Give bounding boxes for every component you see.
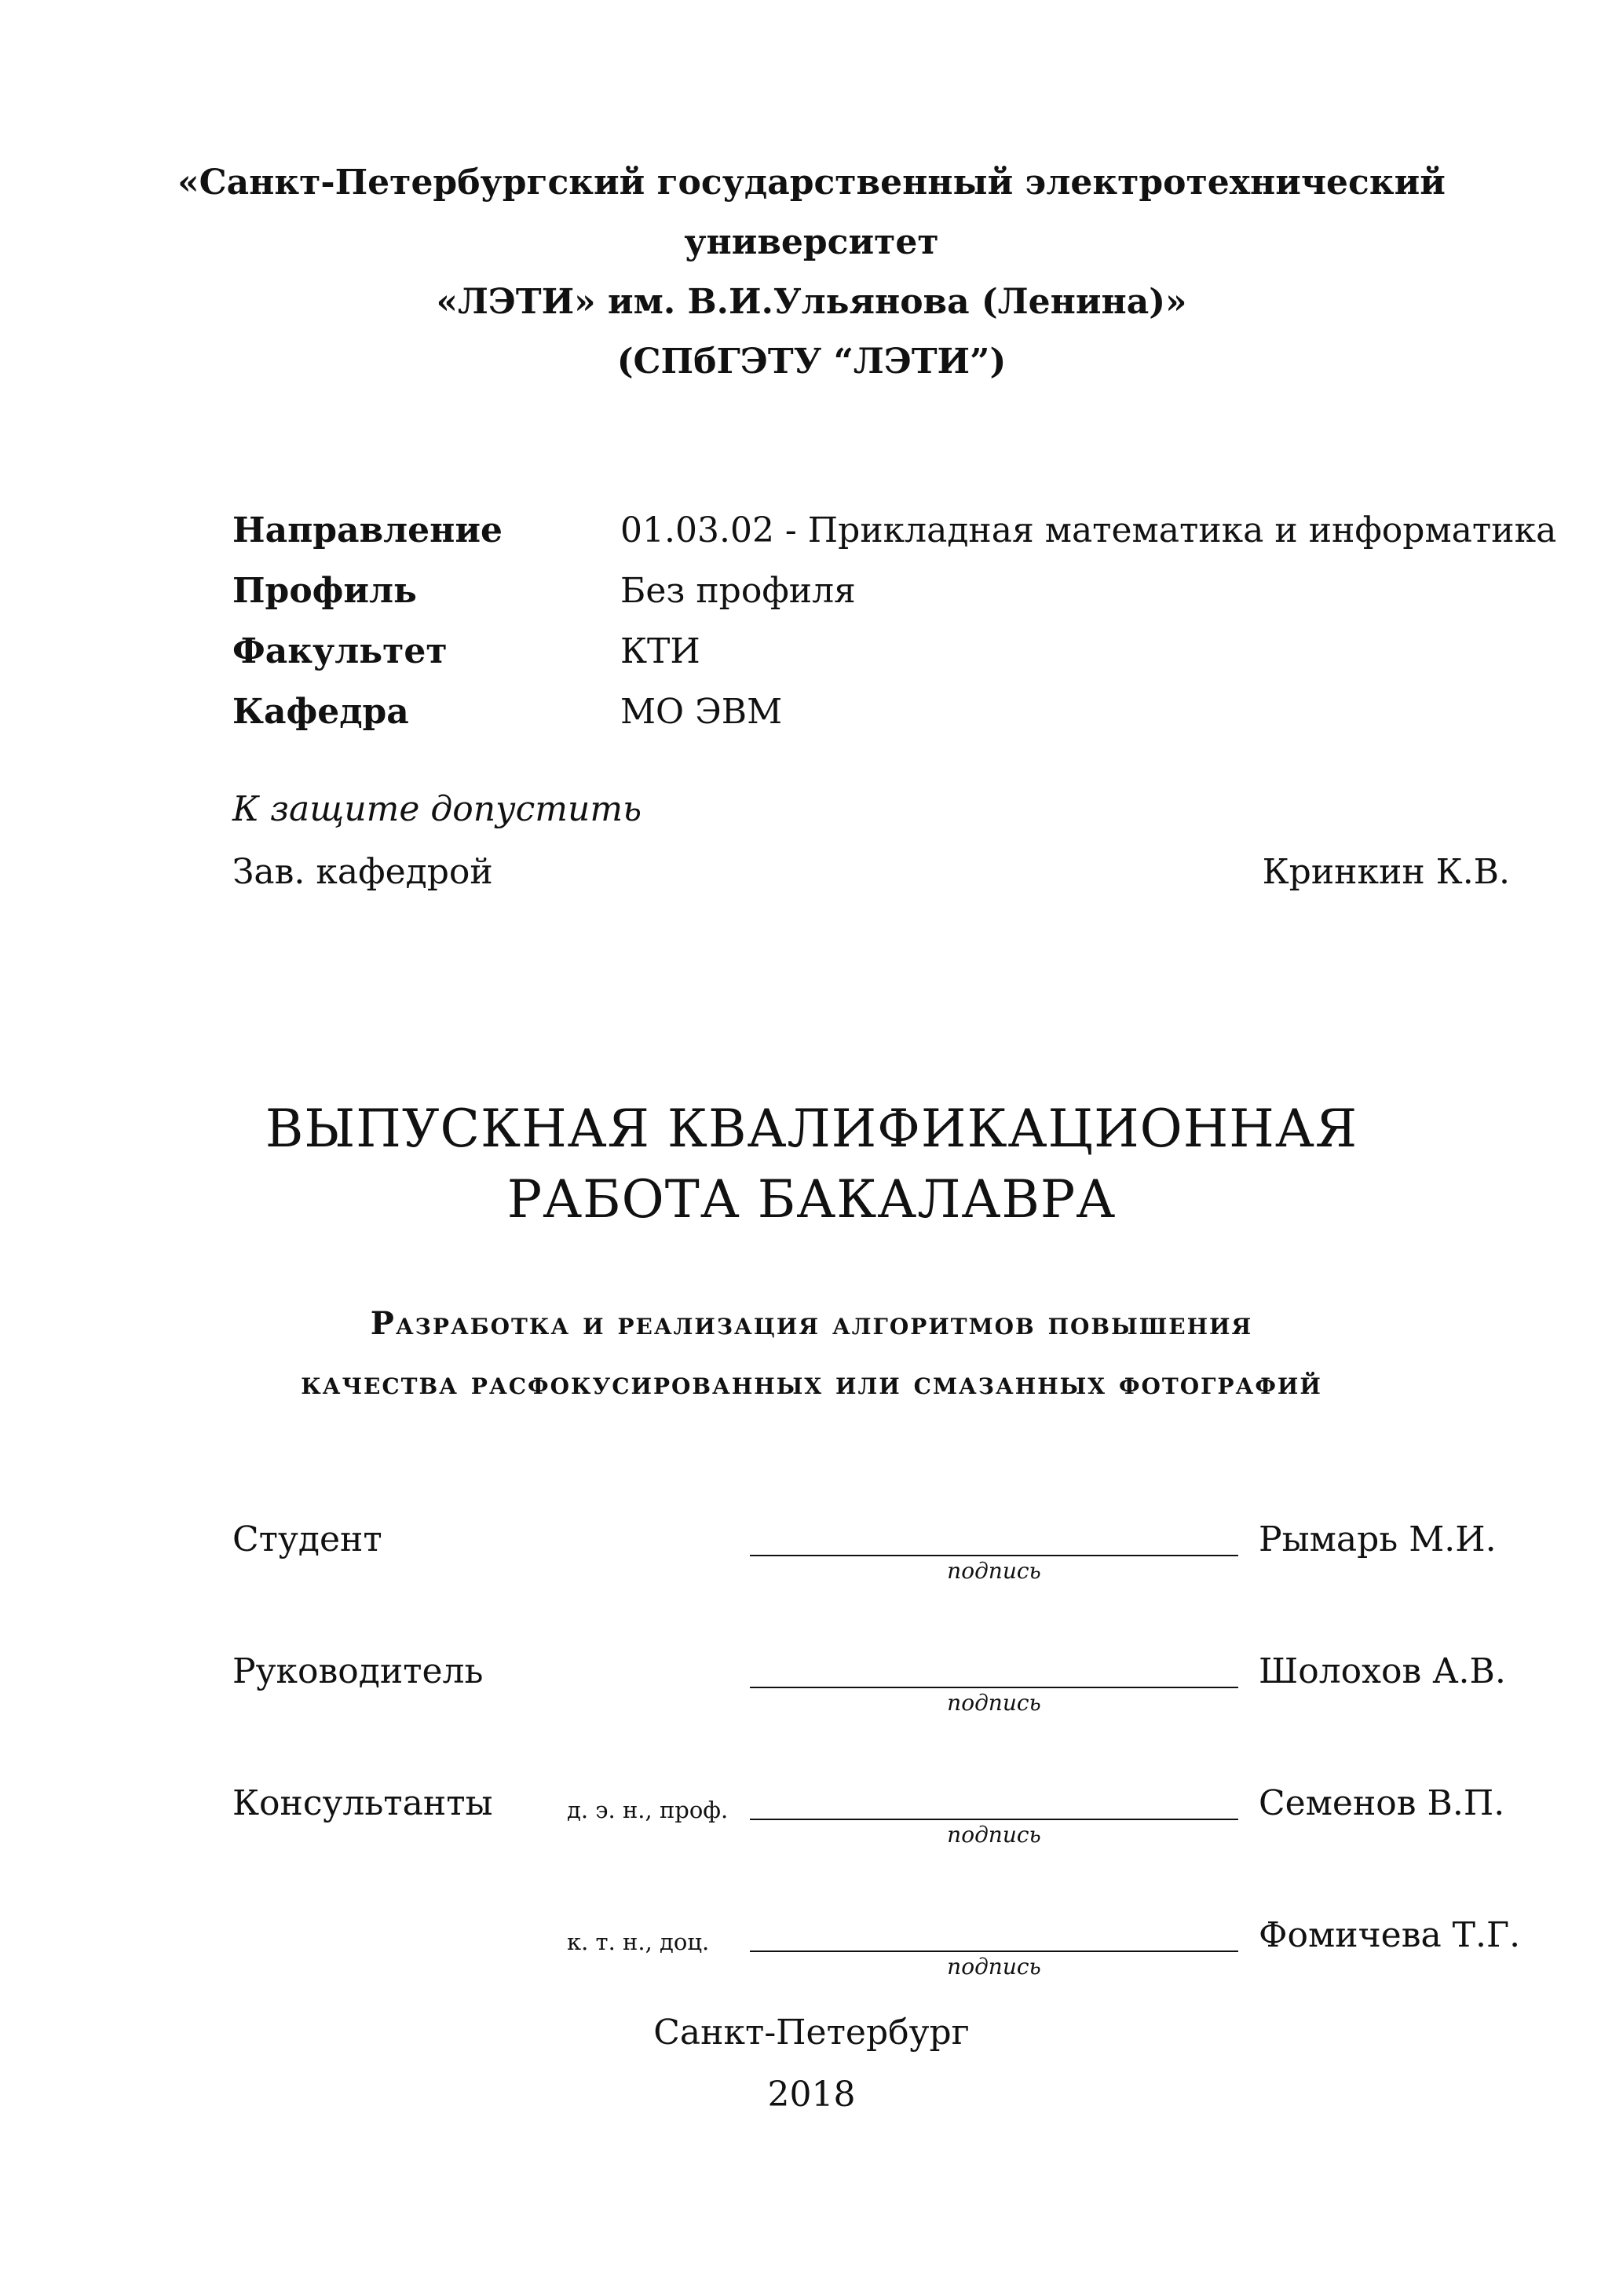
signature-caption: подпись [947,1558,1041,1584]
info-label-profile: Профиль [232,571,417,611]
thesis-topic-line-1: Разработка и реализация алгоритмов повышения [370,1305,1253,1342]
head-of-department-name: Кринкин К.В. [1262,852,1510,892]
university-line-2: университет [684,222,939,262]
university-line-1: «Санкт-Петербургский государственный электротехнический [177,163,1446,203]
info-label-department: Кафедра [232,692,409,732]
thesis-title-line-2: РАБОТА БАКАЛАВРА [506,1169,1117,1230]
thesis-title-line-1: ВЫПУСКНАЯ КВАЛИФИКАЦИОННАЯ [265,1099,1358,1159]
signature-name-consultant-2: Фомичева Т.Г. [1259,1915,1521,1955]
info-value-faculty: КТИ [620,631,700,671]
signature-name-student: Рымарь М.И. [1259,1519,1497,1559]
signature-role-student: Студент [232,1519,382,1559]
signature-line [750,1555,1238,1556]
info-label-faculty: Факультет [232,631,448,671]
university-header [0,153,1623,392]
signature-caption: подпись [947,1954,1041,1980]
info-label-direction: Направление [232,510,503,550]
signature-line [750,1819,1238,1820]
info-value-department: МО ЭВМ [620,692,783,732]
info-value-profile: Без профиля [620,571,856,611]
signature-degree-consultant-1: д. э. н., проф. [567,1797,729,1823]
admit-to-defense: К защите допустить [232,789,642,829]
university-line-4: (СПбГЭТУ “ЛЭТИ”) [616,342,1007,382]
info-value-direction: 01.03.02 - Прикладная математика и информатика [620,510,1557,550]
thesis-topic-line-2: качества расфокусированных или смазанных фотографий [301,1365,1322,1402]
thesis-title [0,1094,1623,1235]
signature-line [750,1687,1238,1688]
signature-name-supervisor: Шолохов А.В. [1259,1651,1506,1691]
signature-line [750,1951,1238,1952]
university-line-3: «ЛЭТИ» им. В.И.Ульянова (Ленина)» [436,282,1187,322]
signature-role-supervisor: Руководитель [232,1651,484,1691]
footer-city: Санкт-Петербург [653,2013,970,2053]
signature-caption: подпись [947,1822,1041,1848]
signature-degree-consultant-2: к. т. н., доц. [567,1929,710,1955]
signature-name-consultant-1: Семенов В.П. [1259,1783,1505,1823]
signature-role-consultants: Консультанты [232,1783,493,1823]
signature-caption: подпись [947,1690,1041,1716]
head-of-department-label: Зав. кафедрой [232,852,493,892]
thesis-topic [0,1294,1623,1413]
footer-year: 2018 [767,2075,856,2115]
